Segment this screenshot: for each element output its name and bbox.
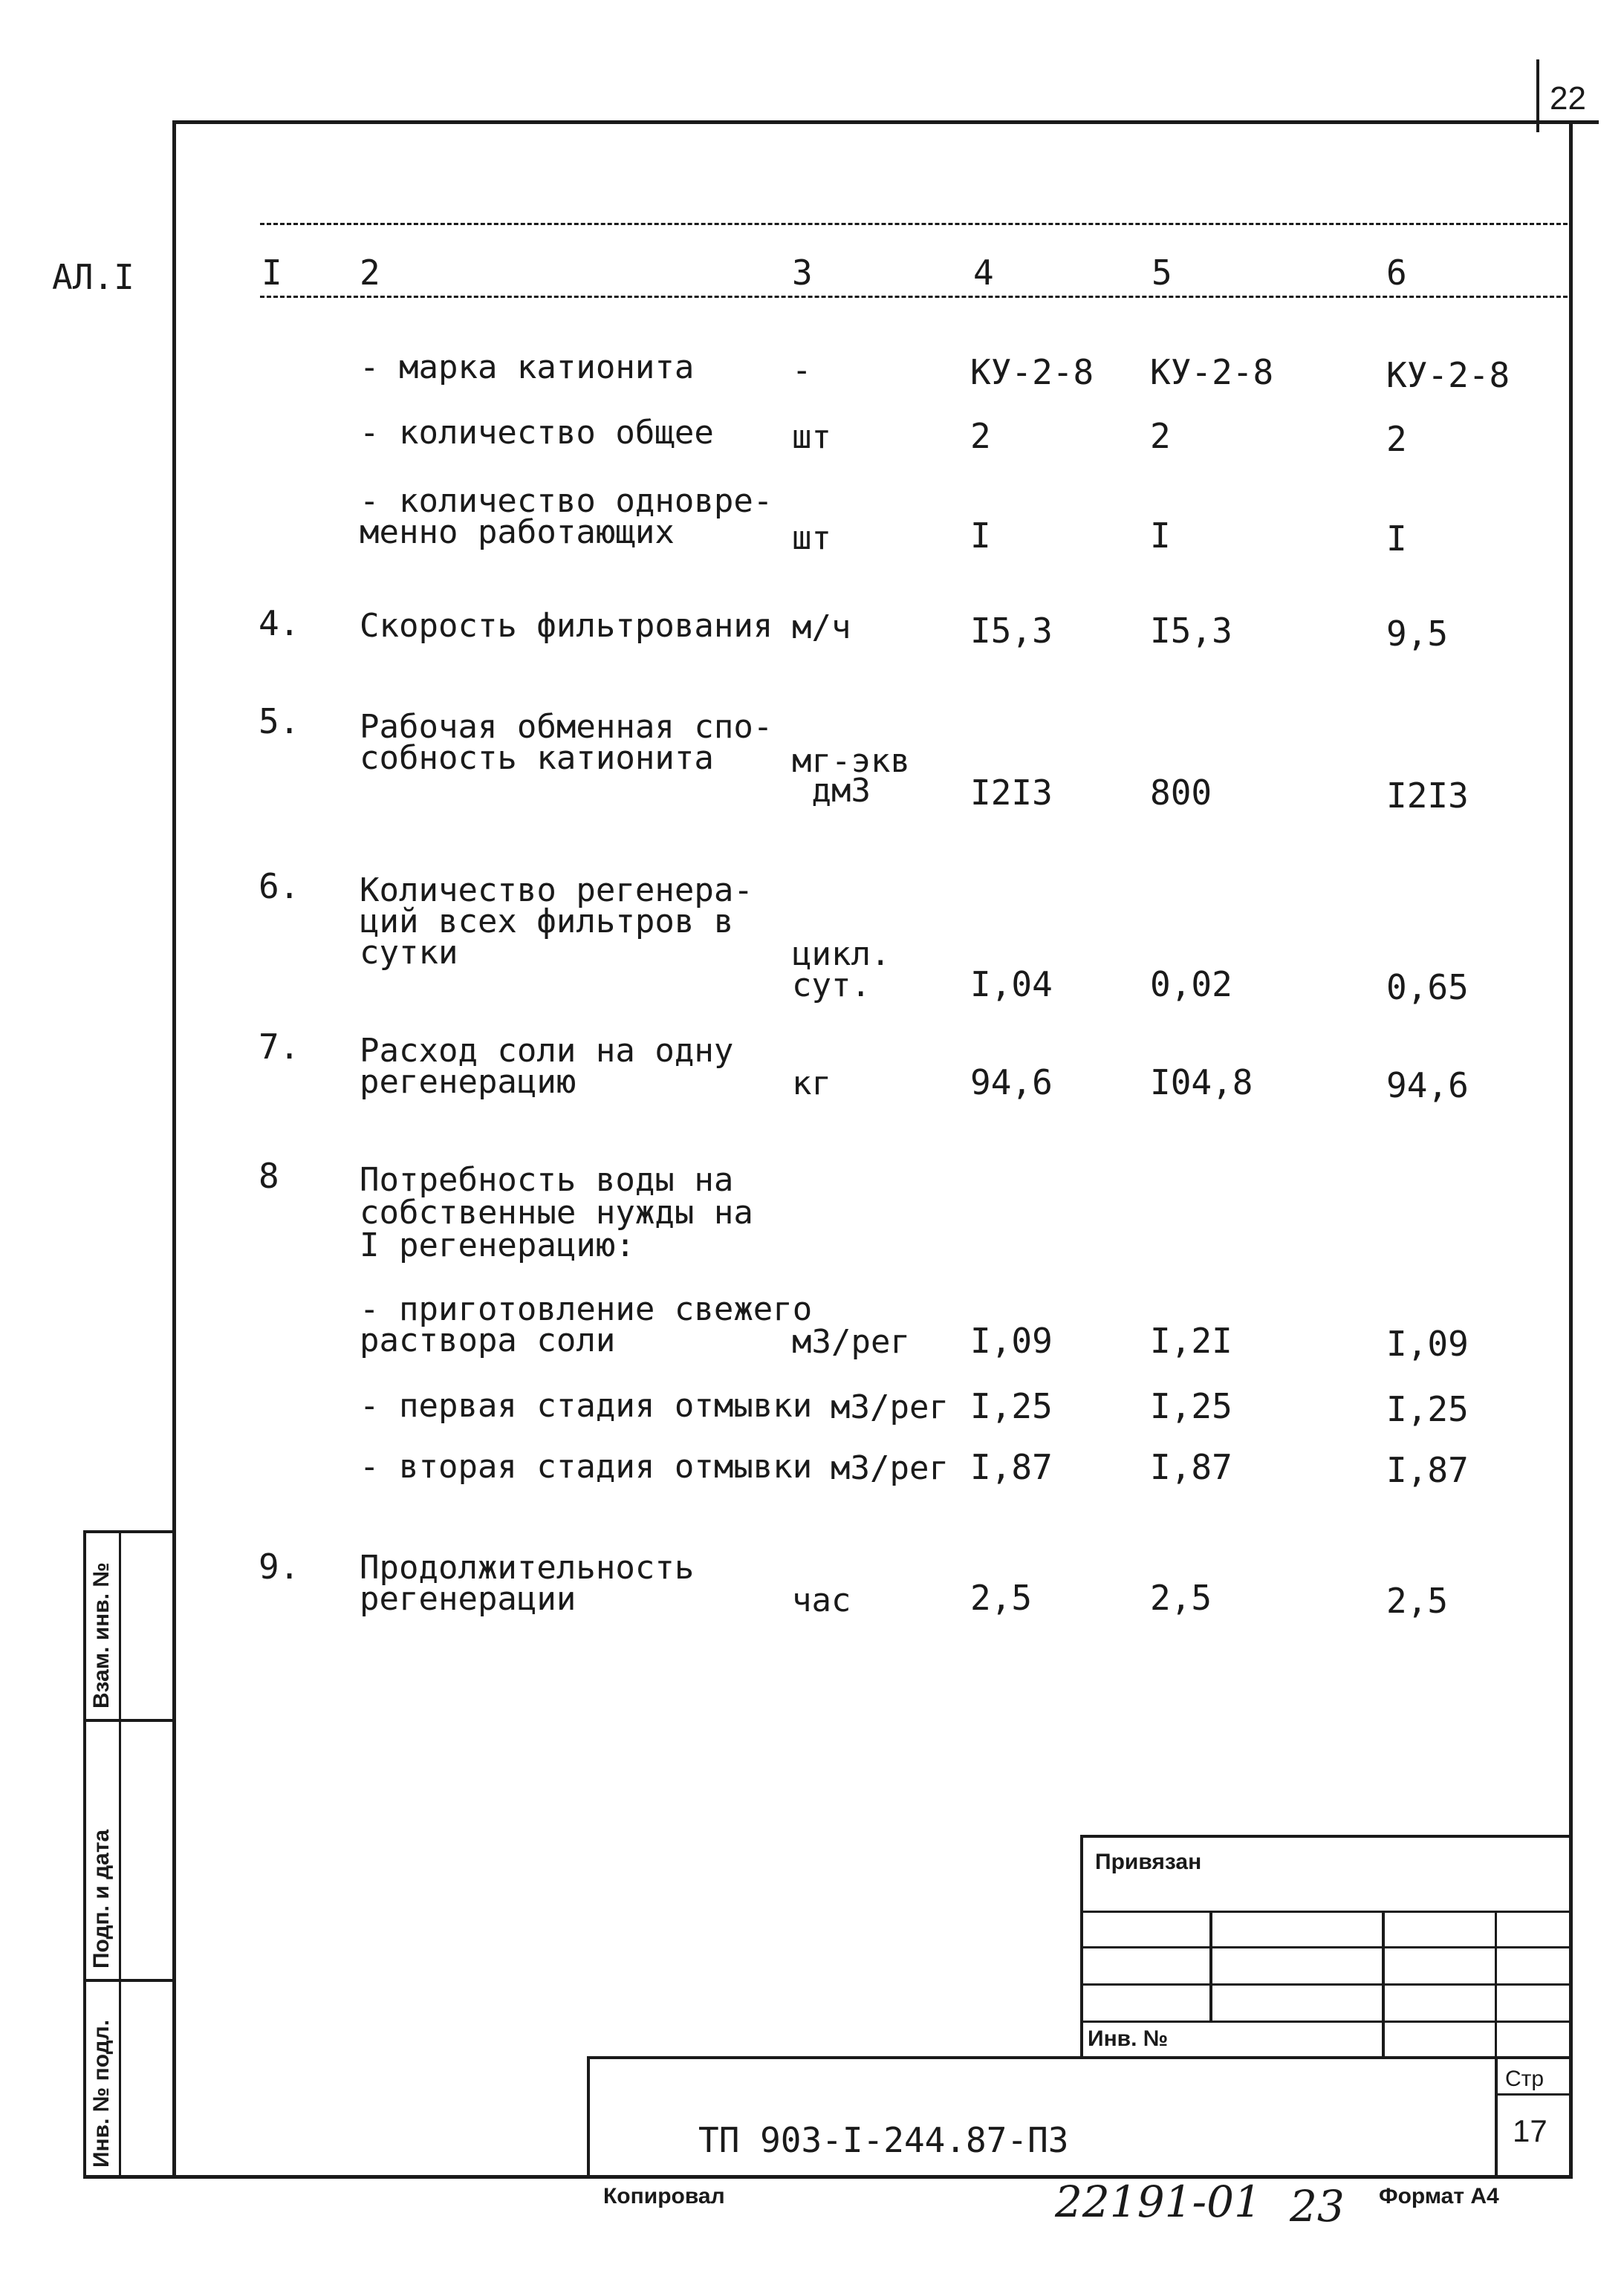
row-number: 6.	[259, 866, 300, 906]
row-unit: час	[792, 1582, 851, 1619]
page-label: Стр	[1505, 2067, 1545, 2091]
row-unit: -	[792, 351, 812, 389]
row-number: 4.	[259, 603, 300, 643]
row-name: регенерации	[360, 1580, 576, 1618]
frame-bottom	[83, 2175, 1573, 2179]
privyazan-label: Привязан	[1095, 1850, 1202, 1874]
sheet-label: АЛ.I	[52, 257, 134, 297]
row-unit: м3/рег	[792, 1323, 910, 1361]
podp-data-label: Подп. и дата	[89, 1829, 114, 1969]
vzam-inv-label: Взам. инв. №	[89, 1562, 114, 1709]
frame-right	[1569, 120, 1573, 2178]
row-number: 9.	[259, 1547, 300, 1587]
row-name: I регенерацию:	[360, 1226, 635, 1264]
handwritten-code: 22191-01	[1055, 2177, 1261, 2227]
row-value-c5: I,2I	[1150, 1321, 1232, 1361]
row-name: - вторая стадия отмывки	[360, 1448, 813, 1486]
header-line-top	[260, 223, 1568, 225]
row-unit: кг	[792, 1064, 831, 1102]
row-name: - марка катионита	[360, 348, 695, 386]
inv-podl-label: Инв. № подл.	[89, 2019, 114, 2168]
row-name: - приготовление свежего	[360, 1290, 813, 1328]
col-header-3: 3	[792, 253, 813, 293]
page-value: 17	[1513, 2113, 1547, 2148]
col-header-1: I	[262, 253, 282, 293]
row-value-c5: 800	[1150, 773, 1212, 813]
row-unit: м3/рег	[831, 1388, 949, 1426]
row-name: раствора соли	[360, 1322, 616, 1359]
row-unit: мг-экв	[792, 742, 910, 780]
row-value-c6: I,25	[1386, 1389, 1469, 1429]
frame-top	[172, 120, 1599, 124]
document-code: ТП 903-I-244.87-ПЗ	[698, 2120, 1069, 2160]
row-name: Продолжительность	[360, 1549, 695, 1587]
row-name: Количество регенера-	[360, 871, 753, 909]
kopiroval-label: Копировал	[603, 2184, 725, 2208]
row-value-c5: 2,5	[1150, 1578, 1212, 1618]
inv-no-label: Инв. №	[1088, 2026, 1169, 2051]
header-line-bottom	[260, 296, 1568, 298]
row-unit: м/ч	[792, 608, 851, 646]
row-name: сутки	[360, 934, 458, 972]
col-header-5: 5	[1152, 253, 1172, 293]
row-value-c6: 9,5	[1386, 614, 1449, 654]
row-unit: шт	[792, 418, 831, 456]
frame-left	[172, 120, 176, 2178]
row-value-c4: I,04	[970, 964, 1053, 1004]
row-name: - первая стадия отмывки	[360, 1387, 813, 1425]
row-name: ций всех фильтров в	[360, 903, 734, 940]
row-unit: цикл.	[792, 935, 891, 973]
row-name: - количество общее	[360, 414, 714, 452]
handwritten-number: 23	[1290, 2181, 1345, 2231]
row-value-c5: I5,3	[1150, 611, 1232, 651]
row-name: Расход соли на одну	[360, 1032, 734, 1070]
row-name: Потребность воды на	[360, 1161, 734, 1199]
row-unit: дм3	[792, 772, 871, 810]
row-name: Скорость фильтрования	[360, 607, 773, 645]
row-value-c5: I,87	[1150, 1447, 1232, 1487]
col-header-2: 2	[360, 253, 380, 293]
row-value-c4: I2I3	[970, 773, 1053, 813]
row-value-c4: I,87	[970, 1447, 1053, 1487]
row-name: регенерацию	[360, 1063, 576, 1101]
row-value-c4: I5,3	[970, 611, 1053, 651]
row-value-c4: 2	[970, 416, 991, 456]
row-value-c5: КУ-2-8	[1150, 352, 1274, 392]
row-value-c6: I2I3	[1386, 776, 1469, 816]
row-value-c5: 0,02	[1150, 964, 1232, 1004]
row-value-c6: 94,6	[1386, 1065, 1469, 1105]
row-value-c5: I04,8	[1150, 1062, 1253, 1102]
row-value-c6: I,09	[1386, 1324, 1469, 1364]
page-number: 22	[1550, 80, 1586, 117]
row-value-c6: 2,5	[1386, 1581, 1449, 1621]
row-value-c6: I	[1386, 519, 1407, 559]
col-header-4: 4	[973, 253, 994, 293]
row-name: менно работающих	[360, 513, 675, 551]
row-value-c6: I,87	[1386, 1450, 1469, 1490]
row-unit: м3/рег	[831, 1449, 949, 1487]
format-label: Формат А4	[1379, 2184, 1499, 2208]
row-value-c4: I	[970, 516, 991, 556]
row-unit: шт	[792, 519, 831, 557]
row-name: - количество одновре-	[360, 482, 773, 520]
row-value-c5: I,25	[1150, 1386, 1232, 1426]
row-value-c6: КУ-2-8	[1386, 355, 1510, 395]
col-header-6: 6	[1386, 253, 1407, 293]
row-value-c6: 2	[1386, 419, 1407, 459]
row-value-c4: 2,5	[970, 1578, 1033, 1618]
row-value-c4: 94,6	[970, 1062, 1053, 1102]
row-value-c4: I,25	[970, 1386, 1053, 1426]
row-number: 5.	[259, 701, 300, 741]
row-value-c5: 2	[1150, 416, 1171, 456]
row-number: 7.	[259, 1027, 300, 1067]
row-value-c4: I,09	[970, 1321, 1053, 1361]
row-name: собность катионита	[360, 739, 714, 777]
row-value-c6: 0,65	[1386, 967, 1469, 1007]
row-name: Рабочая обменная спо-	[360, 708, 773, 746]
row-number: 8	[259, 1156, 279, 1196]
row-unit: сут.	[792, 966, 871, 1004]
row-name: собственные нужды на	[360, 1194, 753, 1232]
row-value-c4: КУ-2-8	[970, 352, 1094, 392]
row-value-c5: I	[1150, 516, 1171, 556]
